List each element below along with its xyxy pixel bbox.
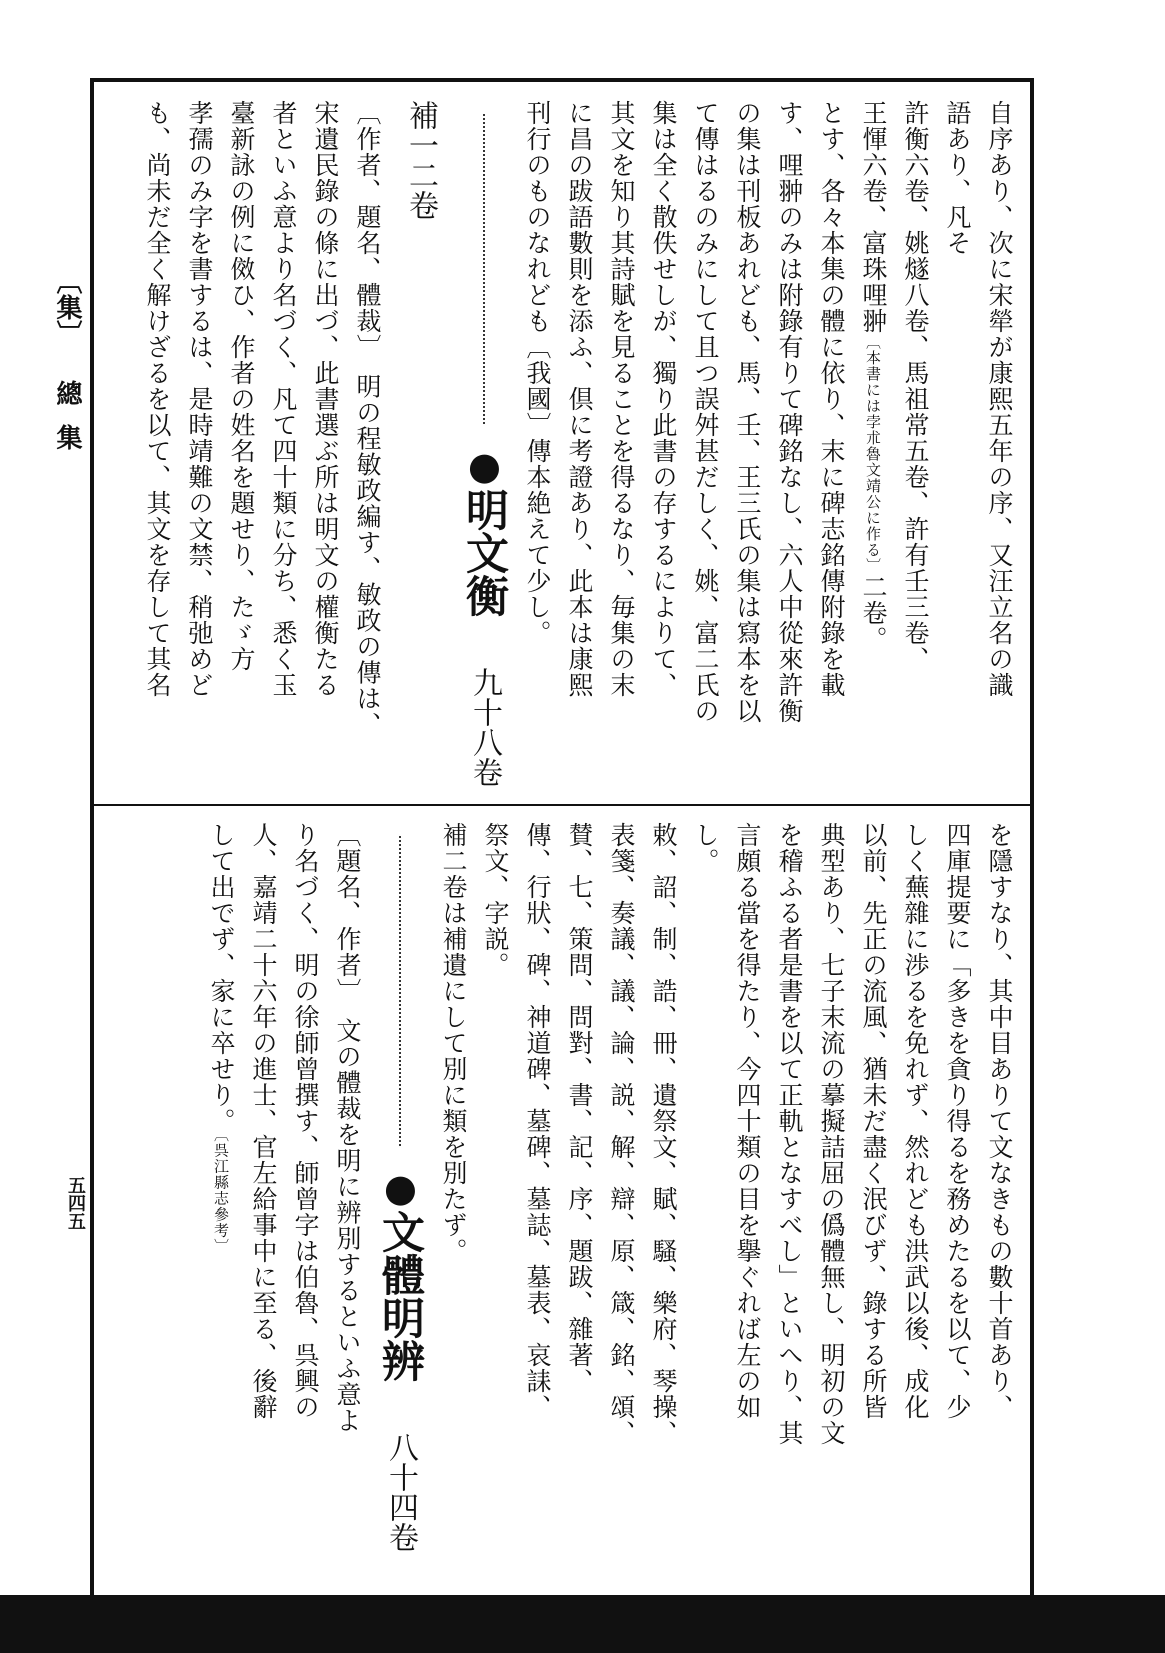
scan-edge-bar — [0, 1595, 1165, 1653]
bottom-half — [104, 822, 1020, 1592]
entry-line: も、尚未だ全く解けざるを以て、其文を存して其名 — [143, 100, 172, 698]
continuation-line: 刊行のものなれども〔我國〕傳本絶えて少し。 — [523, 100, 552, 646]
entry-line: 臺新詠の例に傚ひ、作者の姓名を題せり、たゞ方 — [227, 100, 256, 672]
entry-line: 孝孺のみ字を書するは、是時靖難の文禁、稍弛めど — [185, 100, 214, 698]
entry-title: 明文衡 — [459, 488, 509, 617]
wavy-separator — [399, 836, 401, 1146]
entry-title: 文體明辨 — [375, 1210, 425, 1382]
continuation-line: の集は刊板あれども、馬、壬、王三氏の集は寫本を以 — [733, 100, 762, 724]
continuation-line: 自序あり、次に宋犖が康熙五年の序、又汪立名の識 — [985, 100, 1014, 698]
continuation-line: す、哩翀のみは附錄有りて碑銘なし、六人中從來許衡 — [775, 100, 804, 724]
section-title: 總集 — [52, 380, 82, 468]
supplement-line: 補二卷は補遺にして別に類を別たず。 — [439, 822, 468, 1264]
entry-line: 〔作者、題名、體裁〕 明の程敏政編す、敏政の傳は、 — [353, 100, 382, 738]
category-line: 表箋、奏議、議、論、説、解、辯、原、箴、銘、頌、 — [607, 822, 636, 1446]
wavy-separator — [483, 114, 485, 424]
category-line: 傳、行狀、碑、神道碑、墓碑、墓誌、墓表、哀誄、 — [523, 822, 552, 1420]
page-frame — [90, 78, 1034, 1606]
continuation-line: 語あり、凡そ — [943, 100, 972, 256]
continuation-line: 典型あり、七子末流の摹擬詰屈の僞體無し、明初の文 — [817, 822, 846, 1446]
page-number: 五四五 — [65, 1176, 86, 1230]
category-line: 賛、七、策問、問對、書、記、序、題跋、雜著、 — [565, 822, 594, 1394]
category-line: 祭文、字説。 — [481, 822, 510, 978]
entry-line: 宋遺民錄の條に出づ、此書選ぶ所は明文の權衡たる — [311, 100, 340, 698]
inline-note: 〔呉江縣志參考〕 — [212, 1134, 230, 1255]
top-text-flow — [136, 100, 1020, 790]
entry-line: 〔題名、作者〕 文の體裁を明に辨別するといふ意よ — [333, 822, 362, 1434]
continuation-line: 以前、先正の流風、猶未だ盡く泯びず、錄する所皆 — [859, 822, 888, 1420]
continuation-line: を稽ふる者是書を以て正軌となすべし」といへり、其 — [775, 822, 804, 1446]
continuation-line: しく蕪雜に渉るを免れず、然れども洪武以後、成化 — [901, 822, 930, 1420]
continuation-line: し。 — [691, 822, 720, 874]
continuation-line: を隱すなり、其中目ありて文なきもの數十首あり、 — [985, 822, 1014, 1420]
continuation-line: 集は全く散佚せしが、獨り此書の存するによりて、 — [649, 100, 678, 698]
horizontal-divider — [94, 804, 1030, 806]
continuation-line: とす、各々本集の體に依り、末に碑志銘傳附錄を載 — [817, 100, 846, 698]
continuation-line: 許衡六卷、姚燧八卷、馬祖常五卷、許有壬三卷、 — [901, 100, 930, 672]
entry-heading — [375, 1165, 425, 1552]
entry-volumes: 九十八卷補一二卷 — [403, 100, 502, 787]
entry-line: 人、嘉靖二十六年の進士、官左給事中に至る、後辭 — [249, 822, 278, 1420]
continuation-line: に昌の跋語數則を添ふ、倶に考證あり、此本は康熙 — [565, 100, 594, 698]
entry-volumes: 八十四卷 — [383, 1432, 418, 1552]
continuation-line: 王惲六卷、富珠哩翀〔本書には孛朮魯文靖公に作る〕二卷。 — [859, 100, 888, 652]
entry-line: 者といふ意より名づく、凡て四十類に分ち、悉く玉 — [269, 100, 298, 698]
inline-note: 〔本書には孛朮魯文靖公に作る〕 — [864, 334, 882, 574]
top-half — [104, 100, 1020, 790]
bullet-icon: ● — [378, 1165, 423, 1210]
entry-line: り名づく、明の徐師曾撰す、師曾字は伯魯、呉興の — [291, 822, 320, 1420]
category-line: 敕、詔、制、誥、冊、遺祭文、賦、騷、樂府、琴操、 — [649, 822, 678, 1446]
continuation-line: て傳はるのみにして且つ誤舛甚だしく、姚、富二氏の — [691, 100, 720, 724]
entry-line: して出でず、家に卒せり。〔呉江縣志參考〕 — [207, 822, 236, 1255]
continuation-line: 其文を知り其詩賦を見ることを得るなり、毎集の末 — [607, 100, 636, 698]
continuation-line: 言頗る當を得たり、今四十類の目を擧ぐれば左の如 — [733, 822, 762, 1420]
entry-heading — [395, 100, 509, 787]
section-label: 〔集〕 — [52, 268, 82, 346]
bullet-icon: ● — [462, 443, 507, 488]
bottom-text-flow — [200, 822, 1020, 1592]
continuation-line: 四庫提要に「多きを貪り得るを務めたるを以て、少 — [943, 822, 972, 1420]
